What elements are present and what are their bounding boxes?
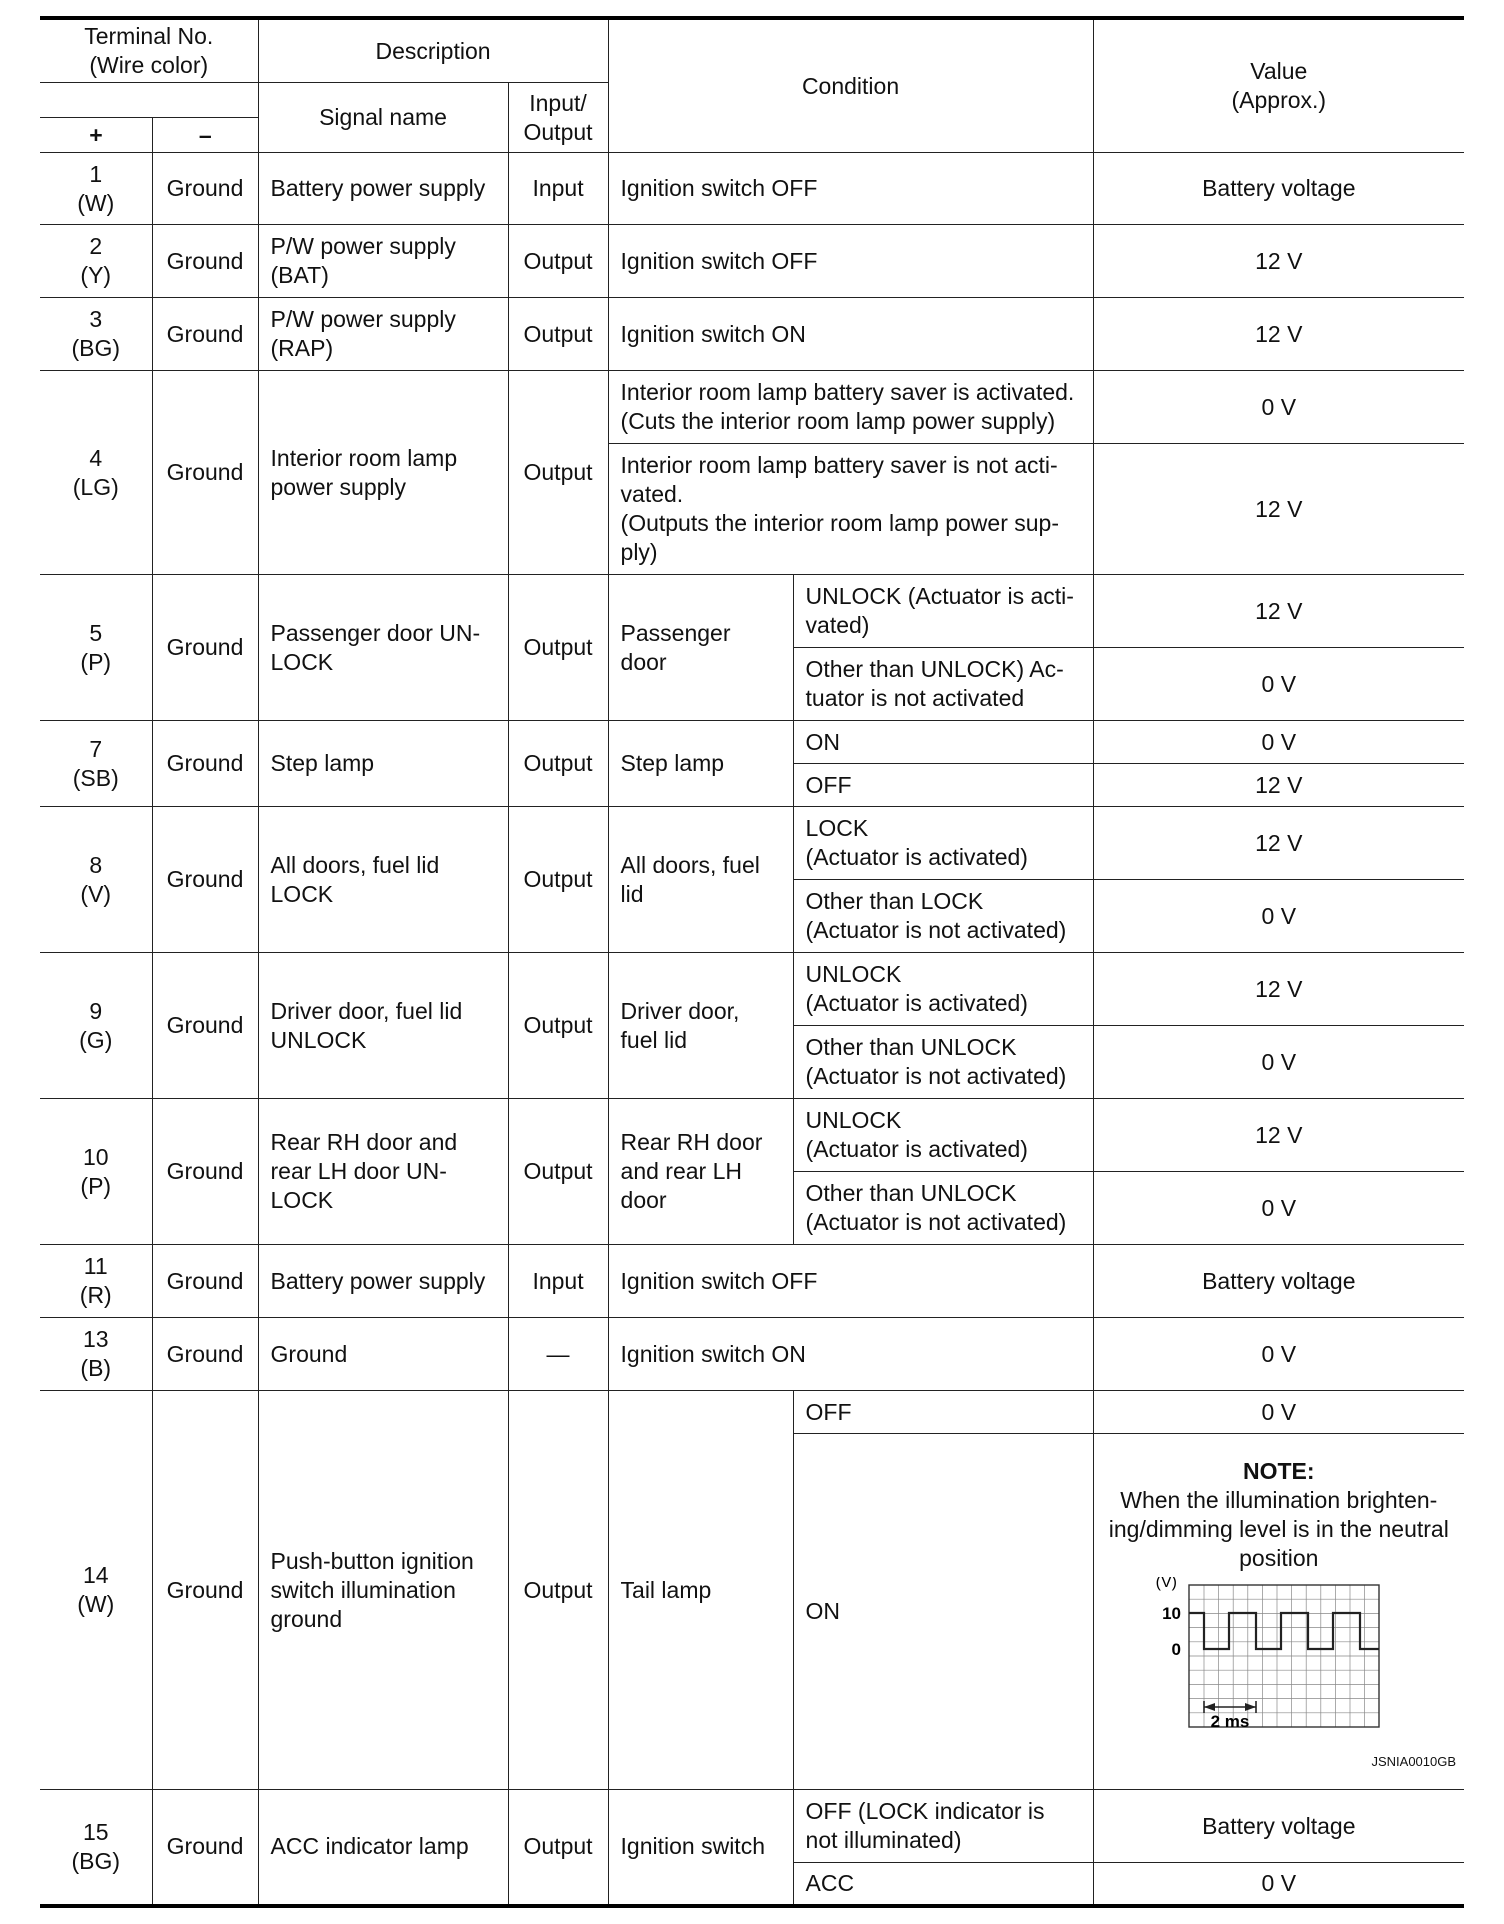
table-row [40,721,1464,764]
waveform-figure [1102,1573,1457,1770]
condition-cell: Passenger door [608,575,793,721]
ground-cell: Ground [152,1391,258,1790]
note-value-cell [1093,1434,1464,1790]
condition-cell: Interior room lamp battery saver is not acti-vated. (Outputs the interior room lamp power sup-ply) [608,444,1093,575]
signal-cell: Push-button ignition switch illumination ground [258,1391,508,1790]
terminal-cell: 8 (V) [40,807,152,953]
value-cell: 12 V [1093,225,1464,298]
terminal-cell: 10 (P) [40,1099,152,1245]
terminal-cell: 15 (BG) [40,1790,152,1906]
condition-cell: Tail lamp [608,1391,793,1790]
signal-cell: ACC indicator lamp [258,1790,508,1906]
table-row [40,371,1464,444]
condition-cell: Ignition switch OFF [608,153,1093,225]
io-cell: Output [508,298,608,371]
condition-cell: Ignition switch [608,1790,793,1906]
ground-cell: Ground [152,1245,258,1318]
ground-cell: Ground [152,1099,258,1245]
table-row [40,1099,1464,1172]
sub-condition-cell: OFF [793,764,1093,807]
condition-cell: Ignition switch OFF [608,1245,1093,1318]
condition-cell: Step lamp [608,721,793,807]
value-cell: 12 V [1093,807,1464,880]
io-header: Input/ Output [508,83,608,153]
signal-cell: Rear RH door and rear LH door UN-LOCK [258,1099,508,1245]
sub-condition-cell: Other than UNLOCK (Actuator is not activated) [793,1026,1093,1099]
signal-cell: Ground [258,1318,508,1391]
ground-cell: Ground [152,225,258,298]
signal-cell: P/W power supply (BAT) [258,225,508,298]
condition-cell: Rear RH door and rear LH door [608,1099,793,1245]
condition-cell: Driver door, fuel lid [608,953,793,1099]
sub-condition-cell: Other than UNLOCK (Actuator is not activated) [793,1172,1093,1245]
sub-condition-cell: ACC [793,1863,1093,1906]
value-cell: 0 V [1093,1026,1464,1099]
value-cell: 0 V [1093,1391,1464,1434]
ground-cell: Ground [152,298,258,371]
terminal-cell: 14 (W) [40,1391,152,1790]
period-label: 2 ms [1210,1712,1250,1731]
waveform-unit-label: (V) [1155,1577,1177,1591]
table-row [40,153,1464,225]
ground-cell: Ground [152,575,258,721]
minus-header: – [198,122,212,148]
terminal-cell: 3 (BG) [40,298,152,371]
value-header: Value (Approx.) [1093,18,1464,153]
waveform-low-label: 0 [1171,1640,1181,1659]
value-cell: Battery voltage [1093,153,1464,225]
table-row [40,1245,1464,1318]
terminal-cell: 11 (R) [40,1245,152,1318]
ground-cell: Ground [152,1318,258,1391]
table-row [40,807,1464,880]
note-title: NOTE: [1243,1458,1315,1484]
condition-cell: Interior room lamp battery saver is activated. (Cuts the interior room lamp power supply) [608,371,1093,444]
sub-condition-cell: Other than UNLOCK) Ac-tuator is not activated [793,648,1093,721]
terminal-cell: 5 (P) [40,575,152,721]
plus-header: + [40,118,153,152]
ground-cell: Ground [152,807,258,953]
description-header: Description [258,18,608,83]
signal-name-header: Signal name [258,83,508,153]
value-cell: 0 V [1093,648,1464,721]
table-row [40,953,1464,1026]
table-row [40,225,1464,298]
sub-condition-cell: LOCK (Actuator is activated) [793,807,1093,880]
sub-condition-cell: OFF (LOCK indicator is not illuminated) [793,1790,1093,1863]
ground-cell: Ground [152,153,258,225]
terminal-table [40,16,1464,1908]
signal-cell: Battery power supply [258,1245,508,1318]
waveform-signal [1189,1613,1379,1649]
terminal-cell: 13 (B) [40,1318,152,1391]
io-cell: Output [508,225,608,298]
terminal-cell: 1 (W) [40,153,152,225]
value-cell: Battery voltage [1093,1245,1464,1318]
sub-condition-cell: UNLOCK (Actuator is acti-vated) [793,575,1093,648]
condition-cell: Ignition switch ON [608,298,1093,371]
io-cell: Output [508,721,608,807]
waveform-grid [1189,1585,1379,1727]
sub-condition-cell: ON [793,1434,1093,1790]
io-cell: Output [508,371,608,575]
table-row [40,1318,1464,1391]
io-cell: Output [508,807,608,953]
signal-cell: Step lamp [258,721,508,807]
sub-condition-cell: UNLOCK (Actuator is activated) [793,1099,1093,1172]
io-cell: — [508,1318,608,1391]
ground-cell: Ground [152,953,258,1099]
sub-condition-cell: ON [793,721,1093,764]
terminal-cell: 9 (G) [40,953,152,1099]
condition-cell: Ignition switch ON [608,1318,1093,1391]
value-cell: 0 V [1093,880,1464,953]
condition-cell: Ignition switch OFF [608,225,1093,298]
figure-reference: JSNIA0010GB [1371,1754,1457,1769]
terminal-cell: 4 (LG) [40,371,152,575]
signal-cell: Driver door, fuel lid UNLOCK [258,953,508,1099]
value-cell: 12 V [1093,1099,1464,1172]
sub-condition-cell: UNLOCK (Actuator is activated) [793,953,1093,1026]
ground-cell: Ground [152,1790,258,1906]
condition-header: Condition [608,18,1093,153]
terminal-cell: 7 (SB) [40,721,152,807]
waveform-high-label: 10 [1161,1604,1181,1623]
io-cell: Output [508,953,608,1099]
value-cell: 12 V [1093,444,1464,575]
waveform-graph [1129,1577,1429,1747]
table-row [40,575,1464,648]
io-cell: Output [508,575,608,721]
value-cell: Battery voltage [1093,1790,1464,1863]
value-cell: 0 V [1093,1172,1464,1245]
note-body: When the illumination brighten-ing/dimming level is in the neutral position [1108,1487,1449,1571]
sub-condition-cell: OFF [793,1391,1093,1434]
table-row [40,298,1464,371]
terminal-cell: 2 (Y) [40,225,152,298]
table-row [40,1391,1464,1434]
value-cell: 12 V [1093,575,1464,648]
signal-cell: Battery power supply [258,153,508,225]
condition-cell: All doors, fuel lid [608,807,793,953]
value-cell: 0 V [1093,1318,1464,1391]
io-cell: Input [508,1245,608,1318]
terminal-header: Terminal No. (Wire color) [40,18,258,83]
value-cell: 12 V [1093,953,1464,1026]
signal-cell: Passenger door UN-LOCK [258,575,508,721]
signal-cell: Interior room lamp power supply [258,371,508,575]
signal-cell: All doors, fuel lid LOCK [258,807,508,953]
io-cell: Output [508,1790,608,1906]
value-cell: 12 V [1093,764,1464,807]
terminal-header-spacer [40,83,258,153]
io-cell: Input [508,153,608,225]
table-row [40,1790,1464,1863]
io-cell: Output [508,1099,608,1245]
sub-condition-cell: Other than LOCK (Actuator is not activated) [793,880,1093,953]
value-cell: 0 V [1093,1863,1464,1906]
value-cell: 0 V [1093,721,1464,764]
ground-cell: Ground [152,371,258,575]
signal-cell: P/W power supply (RAP) [258,298,508,371]
value-cell: 0 V [1093,371,1464,444]
io-cell: Output [508,1391,608,1790]
ground-cell: Ground [152,721,258,807]
value-cell: 12 V [1093,298,1464,371]
